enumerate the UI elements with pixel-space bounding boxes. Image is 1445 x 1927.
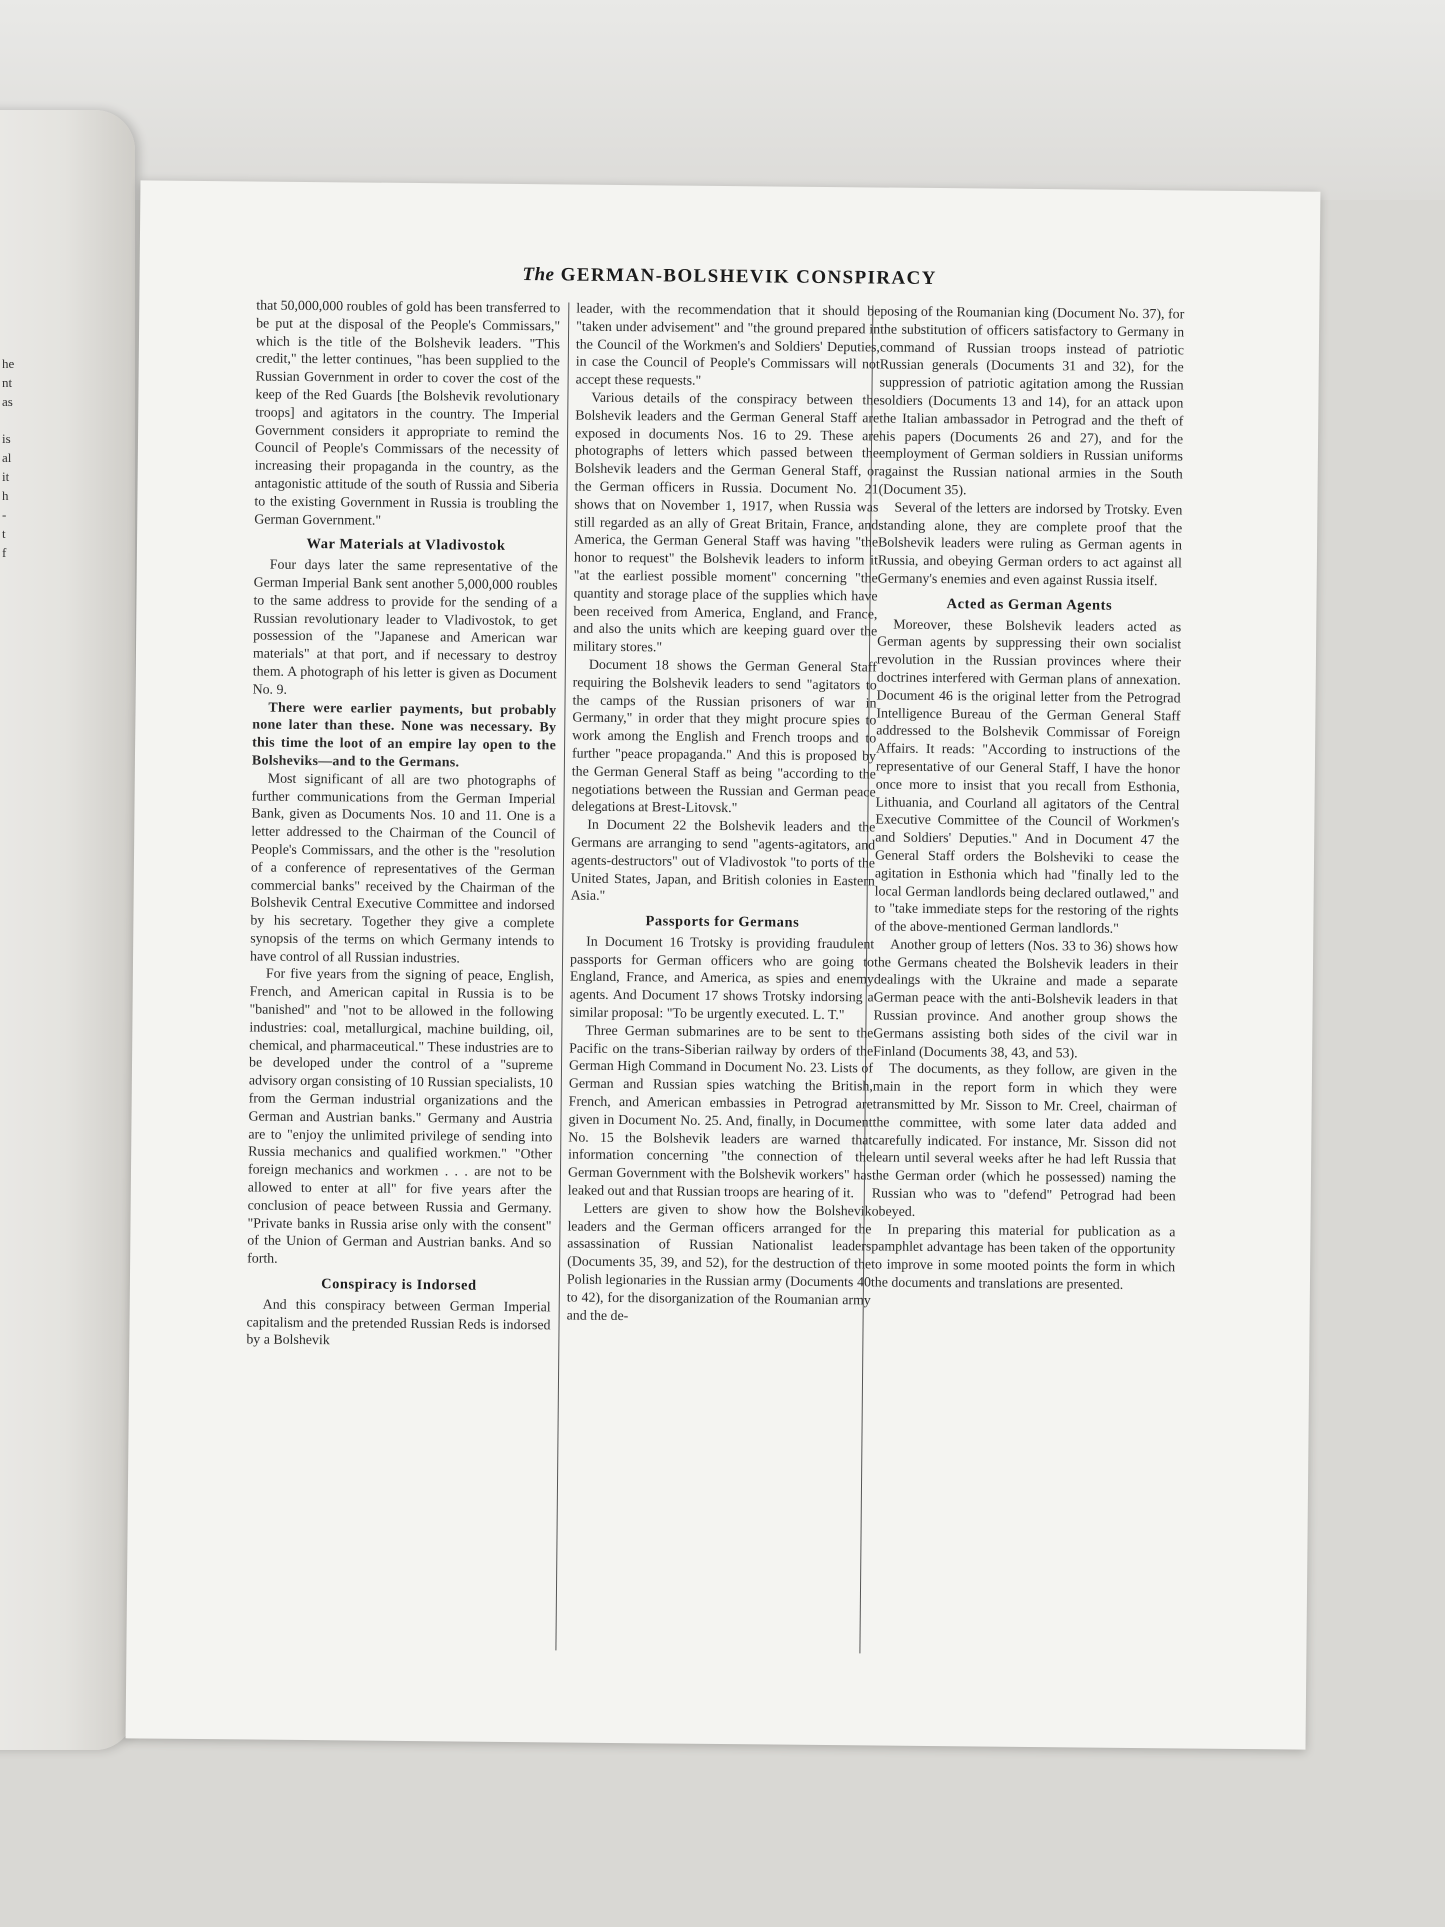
facing-page-fragment: t [2,526,6,541]
text-column-1 [246,297,560,1352]
title-prefix: The [522,264,555,286]
facing-page-fragment: h [2,488,9,503]
section-heading: War Materials at Vladivostok [306,536,506,555]
paragraph-emphasis: There were earlier payments, but probably none later than these. None was necessary. By this time the loot of an empire lay open to the Bolsheviks—and to the Germans. [251,700,557,771]
facing-page-fragment: f [2,545,7,560]
paragraph: Three German submarines are to be sent to the Pacific on the trans-Siberian railway by orders of the German High Command in Document No. 23. Lists of German and Russian spies watching the British, French, and American embassies in Petrograd are given in Document No. 25. And, finally, in Document No. 15 the Bolshevik leaders are warned that information concerning "the connection of the German Government with the Bolshevik workers" has leaked out and that Russian troops are hearing of it. [567,1023,874,1202]
paragraph: that 50,000,000 roubles of gold has been transferred to be put at the disposal of the People's Commissars," which is the title of the Bolshevik leaders. "This credit," the letter continues, "has been supplied to the Russian Government in order to cover the cost of the keep of the Red Guards [the Bolshevik revolutionary troops] and agitators in the country. The Imperial Government considers it appropriate to remind the Council of People's Commissars of the necessity of increasing their propaganda in the country, as the antagonistic attitude of the south of Russia and Siberia to the existing Government in Russia is troubling the German Government." [254,298,561,529]
facing-page-fragment: as [2,394,13,409]
paragraph: Various details of the conspiracy between the Bolshevik leaders and the German General Staff are exposed in documents Nos. 16 to 29. These are photographs of letters which passed between the Bolshevik leaders and the German General Staff, or the German officers in Russia. Document No. 21 shows that on November 1, 1917, when Russia was still regarded as an ally of Great Britain, France, and America, the German General Staff was having "the honor to request" the Bolshevik leaders to inform it "at the earliest possible moment" concerning "the quantity and storage place of the supplies which have been received from America, England, and France, and also the units which are keeping guard over the military stores." [572,390,880,656]
facing-page-fragment: nt [2,375,13,390]
facing-page-fragment: al [2,450,12,465]
facing-page-fragment: - [2,507,7,522]
paragraph: Several of the letters are indorsed by Trotsky. Even standing alone, they are complete proof that the Bolshevik leaders were ruling as German agents in Russia, and obeying German orders to act against all Germany's enemies and even against Russia itself. [877,500,1183,590]
paragraph: In Document 22 the Bolshevik leaders and the Germans are arranging to send "agents-agitators, and agents-destructors" out of Vladivostok "to ports of the United States, Japan, and British colonies in Eastern Asia." [570,817,876,905]
section-heading: Passports for Germans [645,913,800,931]
paragraph: Most significant of all are two photographs of further communications from the German Imperial Bank, given as Documents Nos. 10 and 11. One is a letter addressed to the Chairman of the Council of People's Commissars, and the other is the "resolution of a conference of representatives of the German commercial banks" received by the Chairman of the Bolshevik Central Executive Committee and indorsed by his secretary. Together they give a complete synopsis of the terms on which Germany intends to have control of all Russian industries. [249,771,556,967]
paragraph: The documents, as they follow, are given in the main in the report form in which they were transmitted by Mr. Sisson to Mr. Creel, chairman of the committee, with some later data added and carefully indicated. For instance, Mr. Sisson did not learn until several weeks after he had left Russia that the German order (which he possessed) naming the Russian who was to "defend" Petrograd had been obeyed. [871,1062,1178,1220]
paragraph: Another group of letters (Nos. 33 to 36) shows how the Germans cheated the Bolshevik leaders in their dealings with the Ukraine and made a separate German peace with the anti-Bolshevik leaders in that Russian province. And another group shows the Germans assisting both sides of the civil war in Finland (Documents 38, 43, and 53). [873,937,1179,1062]
document-page [126,180,1321,1749]
paragraph: Document 18 shows the German General Staff requiring the Bolshevik leaders to send "agitators to the camps of the Russian prisoners of war in Germany," in order that they might procure spies to work among the English and French troops and to further "peace propaganda." And this is proposed by the German General Staff as being "according to the negotiations between the Russian and German peace delegations at Brest-Litovsk." [571,657,877,817]
facing-page-edge [0,110,135,1750]
paragraph: posing of the Roumanian king (Document No. 37), for the substitution of officers satisfactory to Germany in command of Russian troops instead of patriotic Russian generals (Documents 31 and 32), for the suppression of patriotic agitation among the Russian soldiers (Documents 13 and 14), for an attack upon the Italian ambassador in Petrograd and the theft of his papers (Documents 26 and 27), and for the employment of German soldiers in Russian uniforms against the Russian national armies in the South (Document 35). [878,304,1185,499]
paragraph: For five years from the signing of peace, English, French, and American capital in Russia is to be "banished" and "not to be allowed in the following industries: coal, metallurgical, machine building, oil, chemical, and pharmaceutical." These industries are to be developed under the control of a "supreme advisory organ consisting of 10 Russian specialists, 10 from the German industrial organizations and the German and Austrian banks." Germany and Austria are to "enjoy the unlimited privilege of sending into Russia mechanics and qualified workmen." "Other foreign mechanics and workmen . . . are not to be allowed to enter at all" for five years after the conclusion of peace between Russia and Germany. "Private banks in Russia arise only with the consent" of the Union of German and Austrian banks. And so forth. [247,967,554,1267]
background [0,0,1445,200]
title-main: GERMAN-BOLSHEVIK CONSPIRACY [560,264,937,290]
facing-page-fragment: he [2,356,15,371]
text-column-3 [871,303,1184,1295]
paragraph: leader, with the recommendation that it should be "taken under advisement" and "the ground prepared in the Council of the Workmen's and Soldiers' Deputies, in case the Council of People's Commissars will not accept these requests." [575,301,881,389]
paragraph: In preparing this material for publication as a pamphlet advantage has been taken of the opportunity to improve in some mooted points the form in which the documents and translations are presented. [870,1222,1176,1293]
page-title [140,260,1320,293]
section-heading: Acted as German Agents [946,595,1113,614]
text-column-2 [567,301,881,1328]
facing-page-fragment: it [2,469,10,484]
paragraph: Moreover, these Bolshevik leaders acted as German agents by suppressing their own socialist revolution in the Russian provinces where their doctrines interfered with German plans of annexation. Document 46 is the original letter from the Petrograd Intelligence Bureau of the German General Staff addressed to the Bolshevik Commissar of Foreign Affairs. It reads: "According to instructions of the representative of our General Staff, I have the honor once more to insist that you recall from Esthonia, Lithuania, and Courland all agitators of the Central Executive Committee of the Council of Workmen's and Soldiers' Deputies." And in Document 47 the General Staff orders the Bolsheviki to cease the agitation in Esthonia which had "finally led to the local German landlords being declared outlawed," and to "take immediate steps for the restoring of the rights of the above-mentioned German landlords." [874,617,1182,937]
paragraph: Four days later the same representative of the German Imperial Bank sent another 5,000,000 roubles to the same address to provide for the sending of a Russian revolutionary leader to Vladivostok, to get possession of the "Japanese and American war materials" at that port, and if necessary to destroy them. A photograph of his letter is given as Document No. 9. [252,557,558,698]
section-heading: Conspiracy is Indorsed [321,1276,477,1294]
facing-page-fragment: is [2,431,11,446]
paragraph: Letters are given to show how the Bolshevik leaders and the German officers arranged for the assassination of Russian Nationalist leaders (Documents 35, 39, and 52), for the destruction of the Polish legionaries in the Russian army (Documents 40 to 42), for the disorganization of the Roumanian army and the de- [566,1201,872,1324]
paragraph: And this conspiracy between German Imperial capitalism and the pretended Russian Reds is indorsed by a Bolshevik [246,1297,551,1349]
paragraph: In Document 16 Trotsky is providing fraudulent passports for German officers who are going to England, France, and America, as spies and enemy agents. And Document 17 shows Trotsky indorsing a similar proposal: "To be urgently executed. L. T." [569,934,875,1024]
